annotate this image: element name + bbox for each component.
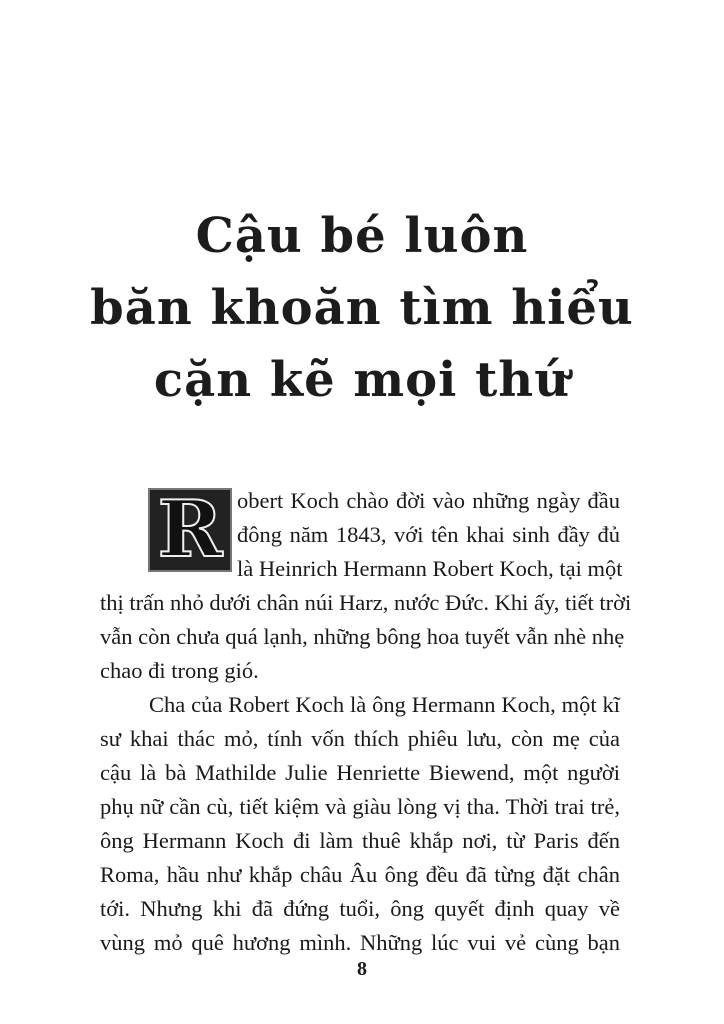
- drop-cap-letter: R: [157, 484, 223, 575]
- text-line: phụ nữ cần cù, tiết kiệm và giàu lòng vị tha. Thời trai trẻ,: [100, 794, 620, 819]
- text-line: obert Koch chào đời vào những ngày đầu: [237, 488, 620, 513]
- text-line: Roma, hầu như khắp châu Âu ông đều đã từng đặt chân: [100, 862, 620, 887]
- paragraph-1: [100, 484, 632, 688]
- text-line: đông năm 1843, với tên khai sinh đầy đủ: [237, 522, 620, 547]
- page-number: 8: [357, 958, 367, 980]
- text-line: là Heinrich Hermann Robert Koch, tại một: [237, 556, 623, 581]
- title-line: Cậu bé luôn: [195, 208, 529, 264]
- text-line: sư khai thác mỏ, tính vốn thích phiêu lưu, còn mẹ của: [100, 726, 620, 751]
- text-line: vẫn còn chưa quá lạnh, những bông hoa tuyết vẫn nhè nhẹ: [100, 624, 625, 649]
- text-line: cậu là bà Mathilde Julie Henriette Biewend, một người: [100, 760, 620, 785]
- text-line: vùng mỏ quê hương mình. Những lúc vui vẻ cùng bạn: [100, 930, 620, 955]
- body-text: [100, 484, 632, 960]
- text-line: Cha của Robert Koch là ông Hermann Koch, một kĩ: [149, 692, 620, 717]
- chapter-title: [0, 200, 724, 416]
- title-line: băn khoăn tìm hiểu: [90, 280, 634, 336]
- text-line: thị trấn nhỏ dưới chân núi Harz, nước Đức. Khi ấy, tiết trời: [100, 590, 632, 615]
- text-line: chao đi trong gió.: [100, 658, 259, 683]
- title-line: cặn kẽ mọi thứ: [153, 352, 571, 408]
- text-line: tới. Nhưng khi đã đứng tuổi, ông quyết định quay về: [100, 896, 620, 921]
- text-line: ông Hermann Koch đi làm thuê khắp nơi, từ Paris đến: [100, 828, 620, 853]
- paragraph-2: [100, 688, 620, 960]
